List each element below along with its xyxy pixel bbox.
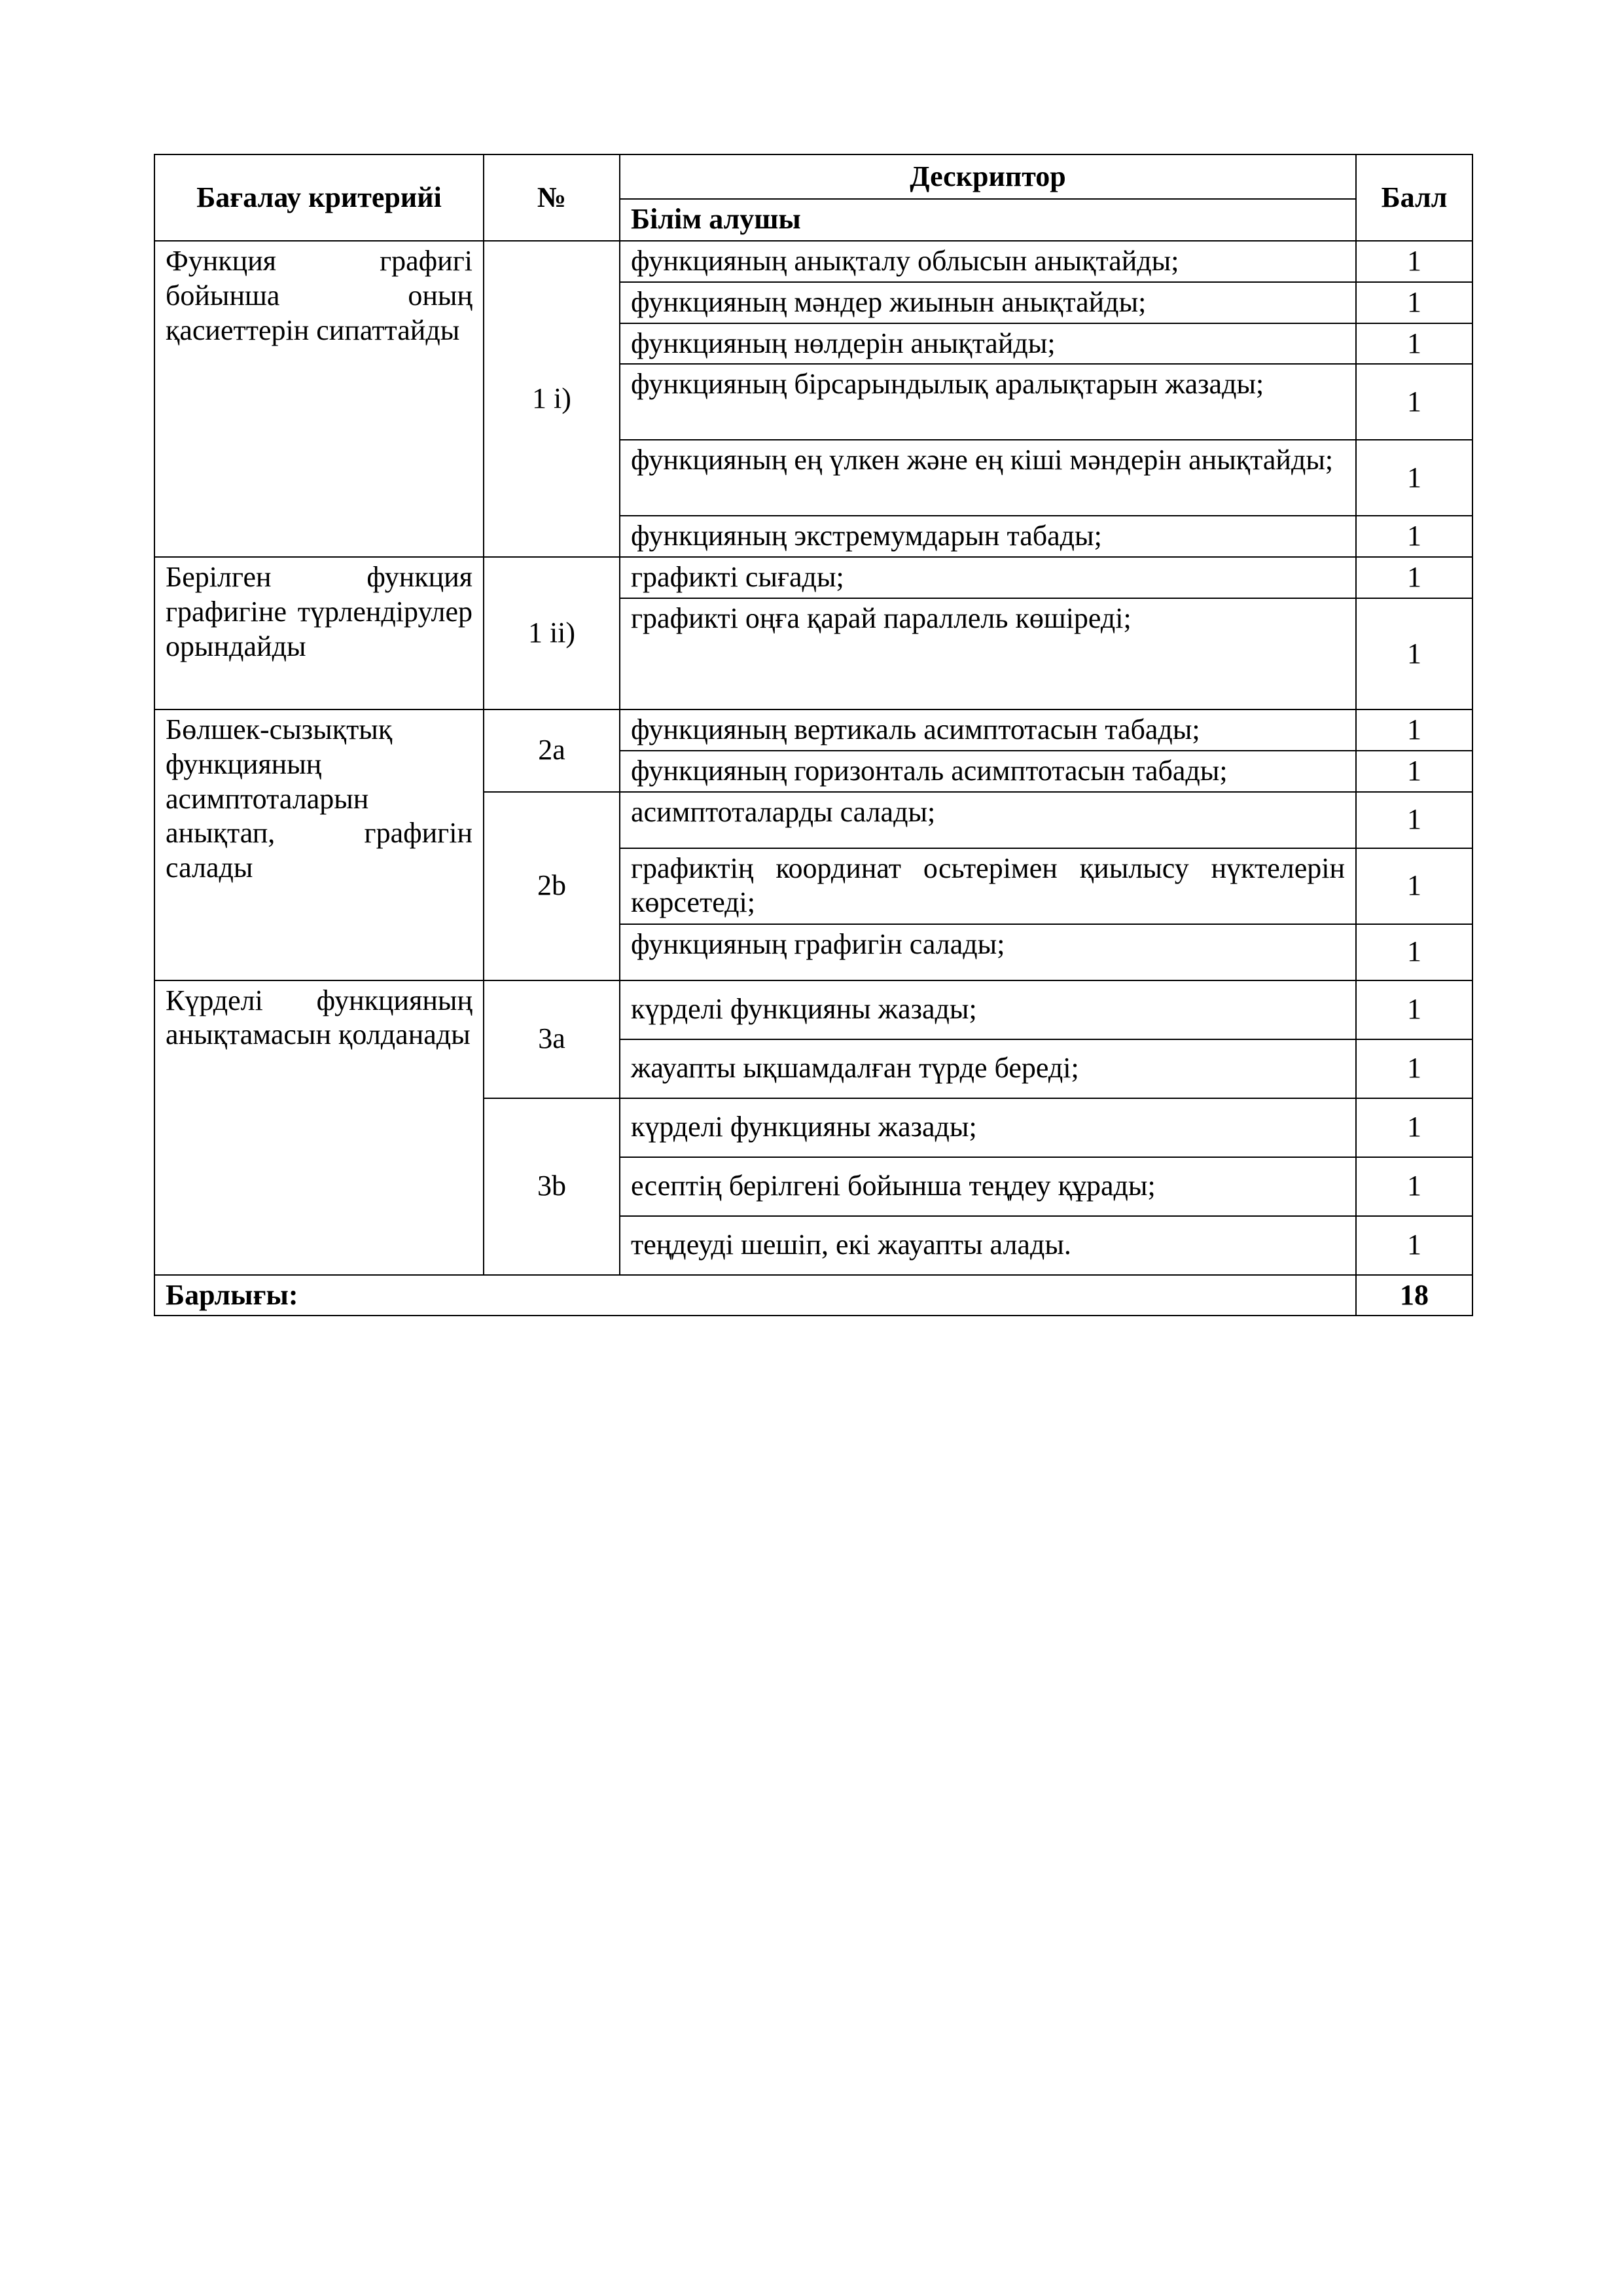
criterion-cell: Күрделі функцияның анықтамасын қолданады	[154, 980, 484, 1275]
score-cell: 1	[1356, 1157, 1472, 1216]
descriptor-cell: функцияның мәндер жиынын анықтайды;	[620, 282, 1356, 323]
task-number-cell: 3b	[484, 1098, 620, 1275]
score-cell: 1	[1356, 924, 1472, 980]
total-row	[154, 1275, 1472, 1316]
number-column-header: №	[484, 154, 620, 241]
score-cell: 1	[1356, 241, 1472, 282]
score-cell: 1	[1356, 792, 1472, 848]
descriptor-cell: функцияның бірсарындылық аралықтарын жазады;	[620, 364, 1356, 440]
score-cell: 1	[1356, 440, 1472, 516]
score-cell: 1	[1356, 848, 1472, 924]
descriptor-cell: асимптоталарды салады;	[620, 792, 1356, 848]
criterion-cell: Берілген функция графигіне түрлендірулер орындайды	[154, 557, 484, 709]
descriptor-cell: функцияның графигін салады;	[620, 924, 1356, 980]
task-number-cell: 2a	[484, 709, 620, 792]
descriptor-cell: функцияның нөлдерін анықтайды;	[620, 323, 1356, 365]
criterion-column-header: Бағалау критерийі	[154, 154, 484, 241]
criterion-cell: Функция графигі бойынша оның қасиеттерін сипаттайды	[154, 241, 484, 557]
score-cell: 1	[1356, 980, 1472, 1039]
table-header-row	[154, 154, 1472, 199]
descriptor-column-header: Дескриптор	[620, 154, 1356, 199]
task-number-cell: 2b	[484, 792, 620, 980]
criterion-cell: Бөлшек-сызықтық функцияның асимптоталарын анықтап, графигін салады	[154, 709, 484, 980]
descriptor-cell: теңдеуді шешіп, екі жауапты алады.	[620, 1216, 1356, 1275]
table-row	[154, 241, 1472, 282]
descriptor-cell: күрделі функцияны жазады;	[620, 980, 1356, 1039]
table-row	[154, 557, 1472, 598]
score-cell: 1	[1356, 557, 1472, 598]
score-cell: 1	[1356, 516, 1472, 557]
descriptor-cell: есептің берілгені бойынша теңдеу құрады;	[620, 1157, 1356, 1216]
descriptor-cell: функцияның экстремумдарын табады;	[620, 516, 1356, 557]
score-cell: 1	[1356, 751, 1472, 792]
assessment-rubric-table	[154, 154, 1473, 1316]
descriptor-cell: графикті сығады;	[620, 557, 1356, 598]
score-cell: 1	[1356, 598, 1472, 709]
task-number-cell: 1 i)	[484, 241, 620, 557]
learner-subheader: Білім алушы	[620, 199, 1356, 241]
total-score: 18	[1356, 1275, 1472, 1316]
score-cell: 1	[1356, 709, 1472, 751]
descriptor-cell: күрделі функцияны жазады;	[620, 1098, 1356, 1157]
task-number-cell: 3a	[484, 980, 620, 1098]
descriptor-cell: функцияның вертикаль асимптотасын табады;	[620, 709, 1356, 751]
score-cell: 1	[1356, 1098, 1472, 1157]
score-cell: 1	[1356, 323, 1472, 365]
table-row	[154, 709, 1472, 751]
score-cell: 1	[1356, 1039, 1472, 1098]
descriptor-cell: функцияның горизонталь асимптотасын табады;	[620, 751, 1356, 792]
total-label: Барлығы:	[154, 1275, 1356, 1316]
descriptor-cell: функцияның анықталу облысын анықтайды;	[620, 241, 1356, 282]
score-cell: 1	[1356, 364, 1472, 440]
descriptor-cell: графиктің координат осьтерімен қиылысу нүктелерін көрсетеді;	[620, 848, 1356, 924]
score-cell: 1	[1356, 282, 1472, 323]
task-number-cell: 1 ii)	[484, 557, 620, 709]
score-cell: 1	[1356, 1216, 1472, 1275]
descriptor-cell: функцияның ең үлкен және ең кіші мәндерін анықтайды;	[620, 440, 1356, 516]
descriptor-cell: графикті оңға қарай параллель көшіреді;	[620, 598, 1356, 709]
descriptor-cell: жауапты ықшамдалған түрде береді;	[620, 1039, 1356, 1098]
score-column-header: Балл	[1356, 154, 1472, 241]
table-row	[154, 980, 1472, 1039]
